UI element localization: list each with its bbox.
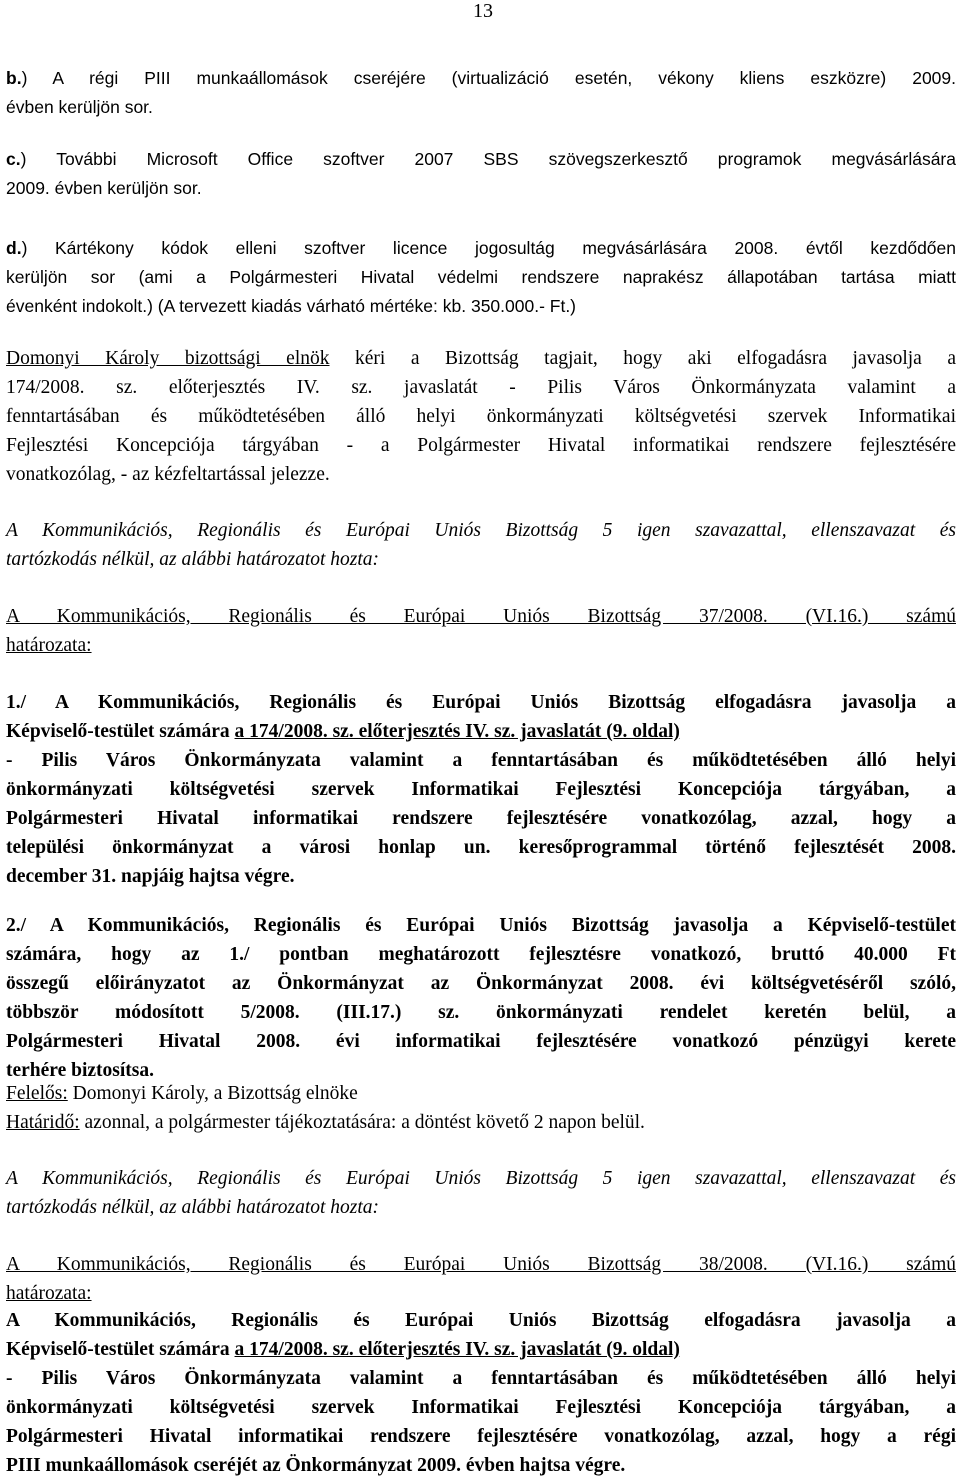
resolution-37-heading	[6, 602, 956, 660]
res38-line-4: önkormányzati költségvetési szervek Informatikai Fejlesztési Koncepciója tárgyában, a	[6, 1397, 956, 1418]
point1-reference: a 174/2008. sz. előterjesztés IV. sz. javaslatát (9. oldal)	[234, 721, 680, 742]
res38-reference: a 174/2008. sz. előterjesztés IV. sz. javaslatát (9. oldal)	[234, 1339, 680, 1360]
item-c-text-1: ) További Microsoft Office szoftver 2007 SBS szövegszerkesztő programok megvásárlására	[20, 149, 956, 169]
request-line-5: vonatkozólag, - az kézfeltartással jelezze.	[6, 464, 330, 485]
responsible-and-deadline	[6, 1079, 956, 1137]
point1-line-4: önkormányzati költségvetési szervek Informatikai Fejlesztési Koncepciója tárgyában, a	[6, 779, 956, 800]
point2-line-4: többször módosított 5/2008. (III.17.) sz. önkormányzati rendelet keretén belül, a	[6, 1002, 956, 1023]
item-b	[6, 64, 956, 122]
request-paragraph	[6, 344, 956, 489]
point2-line-1: 2./ A Kommunikációs, Regionális és Európai Uniós Bizottság javasolja a Képviselő-testület	[6, 915, 956, 936]
resolution-point-2	[6, 911, 956, 1085]
res38-line-3: - Pilis Város Önkormányzata valamint a fenntartásában és működtetésében álló helyi	[6, 1368, 956, 1389]
resolution37-line-2: határozata:	[6, 635, 92, 656]
deadline-label: Határidő:	[6, 1112, 80, 1133]
point2-line-5: Polgármesteri Hivatal 2008. évi informatikai fejlesztésére vonatkozó pénzügyi kerete	[6, 1031, 956, 1052]
item-b-line-1	[6, 64, 956, 93]
request-line-1	[6, 344, 956, 373]
res38-line-2-plain: Képviselő-testület számára	[6, 1339, 235, 1360]
item-d-marker: d.	[6, 238, 22, 258]
point1-line-5: Polgármesteri Hivatal informatikai rendszere fejlesztésére vonatkozólag, azzal, hogy a	[6, 808, 956, 829]
deadline-line	[6, 1108, 956, 1137]
request-line-4: Fejlesztési Koncepciója tárgyában - a Polgármester Hivatal informatikai rendszere fejlesztésére	[6, 435, 956, 456]
resolution38-line-1: A Kommunikációs, Regionális és Európai Uniós Bizottság 38/2008. (VI.16.) számú	[6, 1254, 956, 1275]
responsible-label: Felelős:	[6, 1083, 68, 1104]
res38-line-6: PIII munkaállomások cseréjét az Önkormányzat 2009. évben hajtsa végre.	[6, 1455, 626, 1476]
vote-statement-1	[6, 516, 956, 574]
deadline-value: azonnal, a polgármester tájékoztatására: a döntést követő 2 napon belül.	[79, 1112, 645, 1133]
request-line-3: fenntartásában és működtetésében álló helyi önkormányzati költségvetési szervek Informatikai	[6, 406, 956, 427]
res38-line-2	[6, 1335, 956, 1364]
item-d-line-1	[6, 234, 956, 263]
page-number: 13	[473, 0, 493, 22]
item-d-line-3: évenként indokolt.) (A tervezett kiadás várható mértéke: kb. 350.000.- Ft.)	[6, 296, 577, 316]
resolution-38-heading	[6, 1250, 956, 1308]
request-text-1: kéri a Bizottság tagjait, hogy aki elfogadásra javasolja a	[329, 348, 956, 369]
item-b-marker: b.	[6, 68, 22, 88]
resolution37-line-1: A Kommunikációs, Regionális és Európai Uniós Bizottság 37/2008. (VI.16.) számú	[6, 606, 956, 627]
resolution38-line-2: határozata:	[6, 1283, 92, 1304]
resolution-38-body	[6, 1306, 956, 1480]
point2-line-3: összegű előirányzatot az Önkormányzat az Önkormányzat 2008. évi költségvetéséről szóló,	[6, 973, 956, 994]
item-c	[6, 145, 956, 203]
res38-line-1: A Kommunikációs, Regionális és Európai Uniós Bizottság elfogadásra javasolja a	[6, 1310, 956, 1331]
point1-line-2	[6, 717, 956, 746]
vote2-line-2: tartózkodás nélkül, az alábbi határozatot hozta:	[6, 1197, 380, 1218]
request-line-2: 174/2008. sz. előterjesztés IV. sz. javaslatát - Pilis Város Önkormányzata valamint a	[6, 377, 956, 398]
point1-line-3: - Pilis Város Önkormányzata valamint a fenntartásában és működtetésében álló helyi	[6, 750, 956, 771]
point1-line-1: 1./ A Kommunikációs, Regionális és Európai Uniós Bizottság elfogadásra javasolja a	[6, 692, 956, 713]
chairman-name: Domonyi Károly bizottsági elnök	[6, 348, 330, 369]
item-d-text-1: ) Kártékony kódok elleni szoftver licence jogosultág megvásárlására 2008. évtől kezdődően	[21, 238, 956, 258]
item-b-text-1: ) A régi PIII munkaállomások cseréjére (virtualizáció esetén, vékony kliens eszközre) 2009.	[21, 68, 956, 88]
resolution-point-1	[6, 688, 956, 891]
point1-line-2-plain: Képviselő-testület számára	[6, 721, 235, 742]
item-c-line-2: 2009. évben kerüljön sor.	[6, 178, 202, 198]
point1-line-7: december 31. napjáig hajtsa végre.	[6, 866, 295, 887]
vote-statement-2	[6, 1164, 956, 1222]
point2-line-6: terhére biztosítsa.	[6, 1060, 155, 1081]
vote2-line-1: A Kommunikációs, Regionális és Európai Uniós Bizottság 5 igen szavazattal, ellenszavazat és	[6, 1168, 956, 1189]
item-c-marker: c.	[6, 149, 21, 169]
vote1-line-2: tartózkodás nélkül, az alábbi határozatot hozta:	[6, 549, 380, 570]
point2-line-2: számára, hogy az 1./ pontban meghatározott fejlesztésre vonatkozó, bruttó 40.000 Ft	[6, 944, 956, 965]
item-d	[6, 234, 956, 321]
item-c-line-1	[6, 145, 956, 174]
responsible-value: Domonyi Károly, a Bizottság elnöke	[67, 1083, 358, 1104]
item-d-line-2: kerüljön sor (ami a Polgármesteri Hivatal védelmi rendszere naprakész állapotában tartása miatt	[6, 267, 956, 287]
point1-line-6: települési önkormányzat a városi honlap un. keresőprogrammal történő fejlesztését 2008.	[6, 837, 956, 858]
vote1-line-1: A Kommunikációs, Regionális és Európai Uniós Bizottság 5 igen szavazattal, ellenszavazat és	[6, 520, 956, 541]
res38-line-5: Polgármesteri Hivatal informatikai rendszere fejlesztésére vonatkozólag, azzal, hogy a régi	[6, 1426, 956, 1447]
responsible-line	[6, 1079, 956, 1108]
item-b-line-2: évben kerüljön sor.	[6, 97, 153, 117]
